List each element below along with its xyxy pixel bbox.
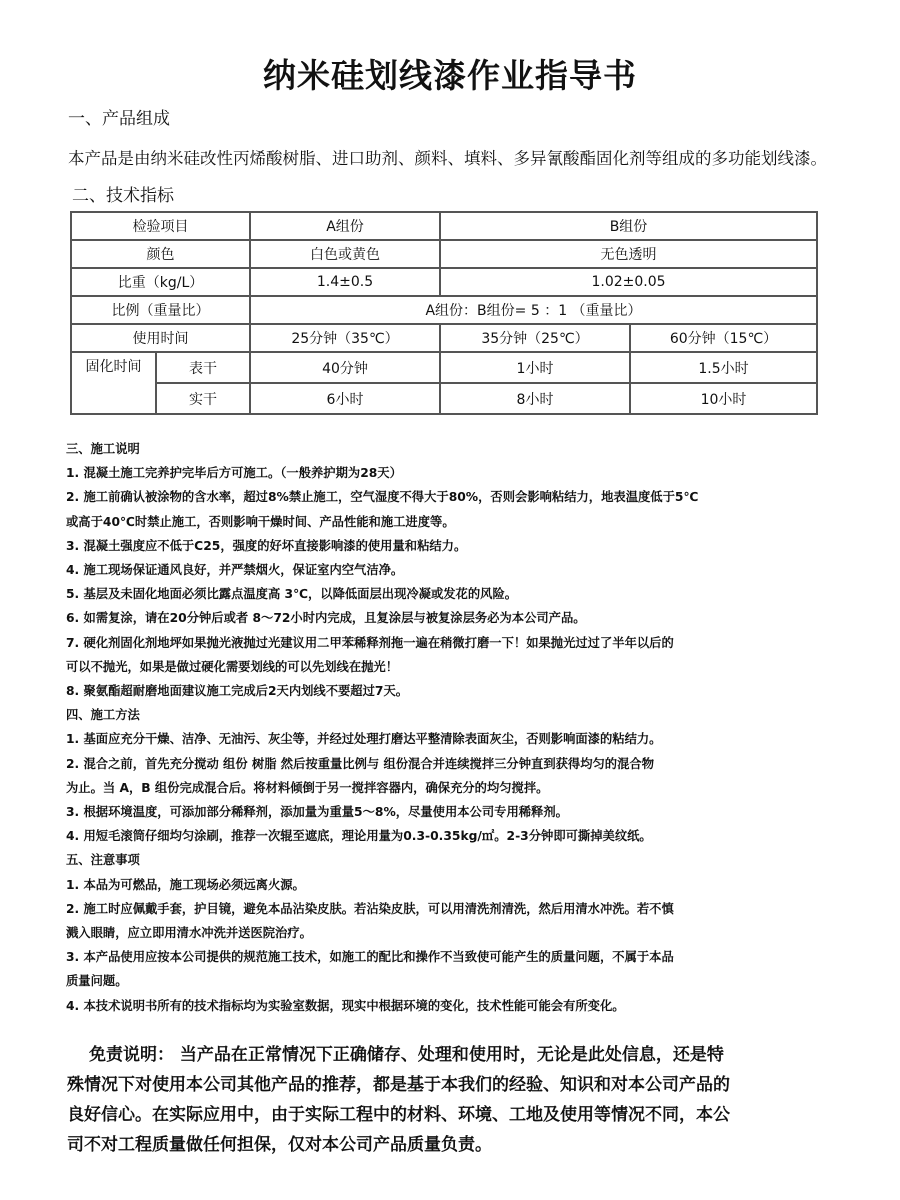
disclaimer-line: 良好信心。在实际应用中，由于实际工程中的材料、环境、工地及使用等情况不同，本公 bbox=[67, 1105, 730, 1125]
list-item: 2. 混合之前，首先充分搅动 组份 树脂 然后按重量比例与 组份混合并连续搅拌三分钟直到获得均匀的混合物 bbox=[66, 756, 654, 771]
list-item: 或高于40℃时禁止施工，否则影响干燥时间、产品性能和施工进度等。 bbox=[66, 514, 455, 529]
table-row bbox=[71, 383, 817, 414]
list-item: 可以不抛光，如果是做过硬化需要划线的可以先划线在抛光！ bbox=[66, 659, 399, 674]
section-heading-construction-notes: 三、施工说明 bbox=[66, 442, 140, 456]
composition-text: 本产品是由纳米硅改性丙烯酸树脂、进口助剂、颜料、填料、多异氰酸酯固化剂等组成的多功能划线漆。 bbox=[68, 149, 827, 168]
list-item: 1. 基面应充分干燥、洁净、无油污、灰尘等，并经过处理打磨达平整清除表面灰尘，否则影响面漆的粘结力。 bbox=[66, 732, 662, 747]
list-item: 2. 施工前确认被涂物的含水率，超过8%禁止施工，空气湿度不得大于80%，否则会影响粘结力，地表温度低于5℃ bbox=[66, 490, 699, 505]
pot-life-15c: 60分钟（15℃） bbox=[630, 324, 817, 352]
disclaimer-line: 司不对工程质量做任何担保，仅对本公司产品质量负责。 bbox=[67, 1135, 492, 1155]
table-row bbox=[71, 352, 817, 383]
table-row bbox=[71, 240, 817, 268]
table-row bbox=[71, 296, 817, 324]
color-a: 白色或黄色 bbox=[250, 240, 440, 268]
hard-dry-15c: 10小时 bbox=[630, 383, 817, 414]
document-title: 纳米硅划线漆作业指导书 bbox=[263, 56, 637, 95]
list-item: 2. 施工时应佩戴手套，护目镜，避免本品沾染皮肤。若沾染皮肤，可以用清洗剂清洗，然后用清水冲洗。若不慎 bbox=[66, 901, 674, 916]
row-label-hard-dry: 实干 bbox=[156, 383, 250, 414]
row-label-color: 颜色 bbox=[71, 240, 250, 268]
ratio-value: A组份：B组份= 5 ：1 （重量比） bbox=[250, 296, 817, 324]
pot-life-25c: 35分钟（25℃） bbox=[440, 324, 630, 352]
row-label-pot-life: 使用时间 bbox=[71, 324, 250, 352]
list-item: 8. 聚氨酯超耐磨地面建议施工完成后2天内划线不要超过7天。 bbox=[66, 684, 409, 699]
table-row bbox=[71, 324, 817, 352]
hard-dry-35c: 6小时 bbox=[250, 383, 440, 414]
row-label-density: 比重（kg/L） bbox=[71, 268, 250, 296]
list-item: 1. 本品为可燃品，施工现场必须远离火源。 bbox=[66, 877, 305, 892]
row-label-surface-dry: 表干 bbox=[156, 352, 250, 383]
density-a: 1.4±0.5 bbox=[250, 268, 440, 296]
disclaimer-line: 免责说明： 当产品在正常情况下正确储存、处理和使用时，无论是此处信息，还是特 bbox=[89, 1045, 724, 1065]
list-item: 4. 施工现场保证通风良好，并严禁烟火，保证室内空气洁净。 bbox=[66, 563, 404, 578]
disclaimer-line: 殊情况下对使用本公司其他产品的推荐，都是基于本我们的经验、知识和对本公司产品的 bbox=[67, 1075, 730, 1095]
list-item: 4. 用短毛滚筒仔细均匀涂刷，推荐一次辊至遮底，理论用量为0.3-0.35kg/㎡。2-3分钟即可撕掉美纹纸。 bbox=[66, 829, 652, 844]
list-item: 质量问题。 bbox=[66, 974, 128, 989]
list-item: 4. 本技术说明书所有的技术指标均为实验室数据，现实中根据环境的变化，技术性能可能会有所变化。 bbox=[66, 998, 625, 1013]
instructions-block bbox=[66, 437, 846, 1018]
table-row bbox=[71, 268, 817, 296]
surface-dry-25c: 1小时 bbox=[440, 352, 630, 383]
list-item: 7. 硬化剂固化剂地坪如果抛光液抛过光建议用二甲苯稀释剂拖一遍在稍微打磨一下！如果抛光过过了半年以后的 bbox=[66, 635, 674, 650]
pot-life-35c: 25分钟（35℃） bbox=[250, 324, 440, 352]
row-label-cure: 固化时间 bbox=[71, 352, 156, 414]
list-item: 5. 基层及未固化地面必须比露点温度高 3℃，以降低面层出现冷凝或发花的风险。 bbox=[66, 587, 518, 602]
table-header-b: B组份 bbox=[440, 212, 817, 240]
section-heading-construction-method: 四、施工方法 bbox=[66, 708, 140, 723]
list-item: 6. 如需复涂，请在20分钟后或者 8～72小时内完成，且复涂层与被复涂层务必为本公司产品。 bbox=[66, 611, 586, 626]
list-item: 为止。当 A，B 组份完成混合后。将材料倾倒于另一搅拌容器内，确保充分的均匀搅拌。 bbox=[66, 780, 549, 795]
table-header-a: A组份 bbox=[250, 212, 440, 240]
section-heading-specs: 二、技术指标 bbox=[72, 186, 174, 206]
section-heading-composition: 一、产品组成 bbox=[68, 109, 170, 129]
list-item: 1. 混凝土施工完养护完毕后方可施工。（一般养护期为28天） bbox=[66, 466, 402, 481]
section-heading-precautions: 五、注意事项 bbox=[66, 853, 140, 868]
density-b: 1.02±0.05 bbox=[440, 268, 817, 296]
spec-table bbox=[70, 211, 818, 415]
list-item: 3. 本产品使用应按本公司提供的规范施工技术，如施工的配比和操作不当致使可能产生的质量问题，不属于本品 bbox=[66, 950, 674, 965]
list-item: 3. 根据环境温度，可添加部分稀释剂，添加量为重量5～8%，尽量使用本公司专用稀释剂。 bbox=[66, 805, 568, 820]
color-b: 无色透明 bbox=[440, 240, 817, 268]
table-header-item: 检验项目 bbox=[71, 212, 250, 240]
surface-dry-15c: 1.5小时 bbox=[630, 352, 817, 383]
hard-dry-25c: 8小时 bbox=[440, 383, 630, 414]
list-item: 3. 混凝土强度应不低于C25，强度的好坏直接影响漆的使用量和粘结力。 bbox=[66, 538, 467, 553]
disclaimer bbox=[67, 1040, 857, 1160]
surface-dry-35c: 40分钟 bbox=[250, 352, 440, 383]
row-label-ratio: 比例（重量比） bbox=[71, 296, 250, 324]
table-row bbox=[71, 212, 817, 240]
list-item: 溅入眼睛，应立即用清水冲洗并送医院治疗。 bbox=[66, 926, 312, 941]
